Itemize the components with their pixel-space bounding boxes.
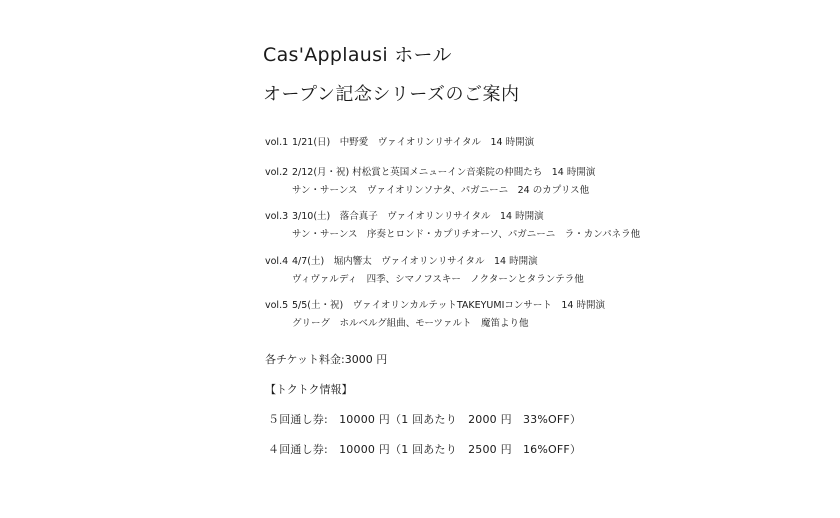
concert-line xyxy=(265,164,595,182)
concert-item-vol1 xyxy=(265,134,534,152)
concert-line xyxy=(265,208,640,226)
vol-label: vol.2 xyxy=(265,167,289,178)
concert-item-vol3 xyxy=(265,208,640,244)
concert-program: サン・サーンス 序奏とロンド・カプリチオーソ、パガニーニ ラ・カンパネラ他 xyxy=(292,229,641,240)
concert-line xyxy=(265,297,605,315)
vol-label: vol.3 xyxy=(265,211,289,222)
concert-detail: 1/21(日) 中野愛 ヴァイオリンリサイタル 14 時開演 xyxy=(292,137,535,148)
concert-item-vol2 xyxy=(265,164,595,200)
concert-item-vol4 xyxy=(265,253,584,289)
vol-label: vol.4 xyxy=(265,256,289,267)
concert-detail: 2/12(月・祝) 村松賞と英国メニューイン音楽院の仲間たち 14 時開演 xyxy=(292,167,596,178)
concert-line xyxy=(265,134,534,152)
concert-program: ヴィヴァルディ 四季、シマノフスキー ノクターンとタランテラ他 xyxy=(292,274,584,285)
vol-label: vol.5 xyxy=(265,300,289,311)
concert-program: サン・サーンス ヴァイオリンソナタ、パガニーニ 24 のカプリス他 xyxy=(292,185,590,196)
concert-detail: 4/7(土) 堀内響太 ヴァイオリンリサイタル 14 時開演 xyxy=(292,256,538,267)
concert-detail: 3/10(土) 落合真子 ヴァイオリンリサイタル 14 時開演 xyxy=(292,211,544,222)
tokutoku-heading: 【トクトク情報】 xyxy=(265,383,353,396)
hall-name-title: Cas'Applausi ホール xyxy=(263,44,452,66)
ticket-price: 各チケット料金:3000 円 xyxy=(265,353,388,366)
series-title: オープン記念シリーズのご案内 xyxy=(263,84,520,105)
concert-detail: 5/5(土・祝) ヴァイオリンカルテットTAKEYUMIコンサート 14 時開演 xyxy=(292,300,605,311)
concert-line xyxy=(265,253,584,271)
concert-item-vol5 xyxy=(265,297,605,333)
four-pass-info: ４回通し券: 10000 円（1 回あたり 2500 円 16%OFF） xyxy=(268,443,582,456)
five-pass-info: ５回通し券: 10000 円（1 回あたり 2000 円 33%OFF） xyxy=(268,413,582,426)
vol-label: vol.1 xyxy=(265,137,289,148)
concert-program: グリーグ ホルベルグ組曲、モーツァルト 魔笛より他 xyxy=(292,318,529,329)
